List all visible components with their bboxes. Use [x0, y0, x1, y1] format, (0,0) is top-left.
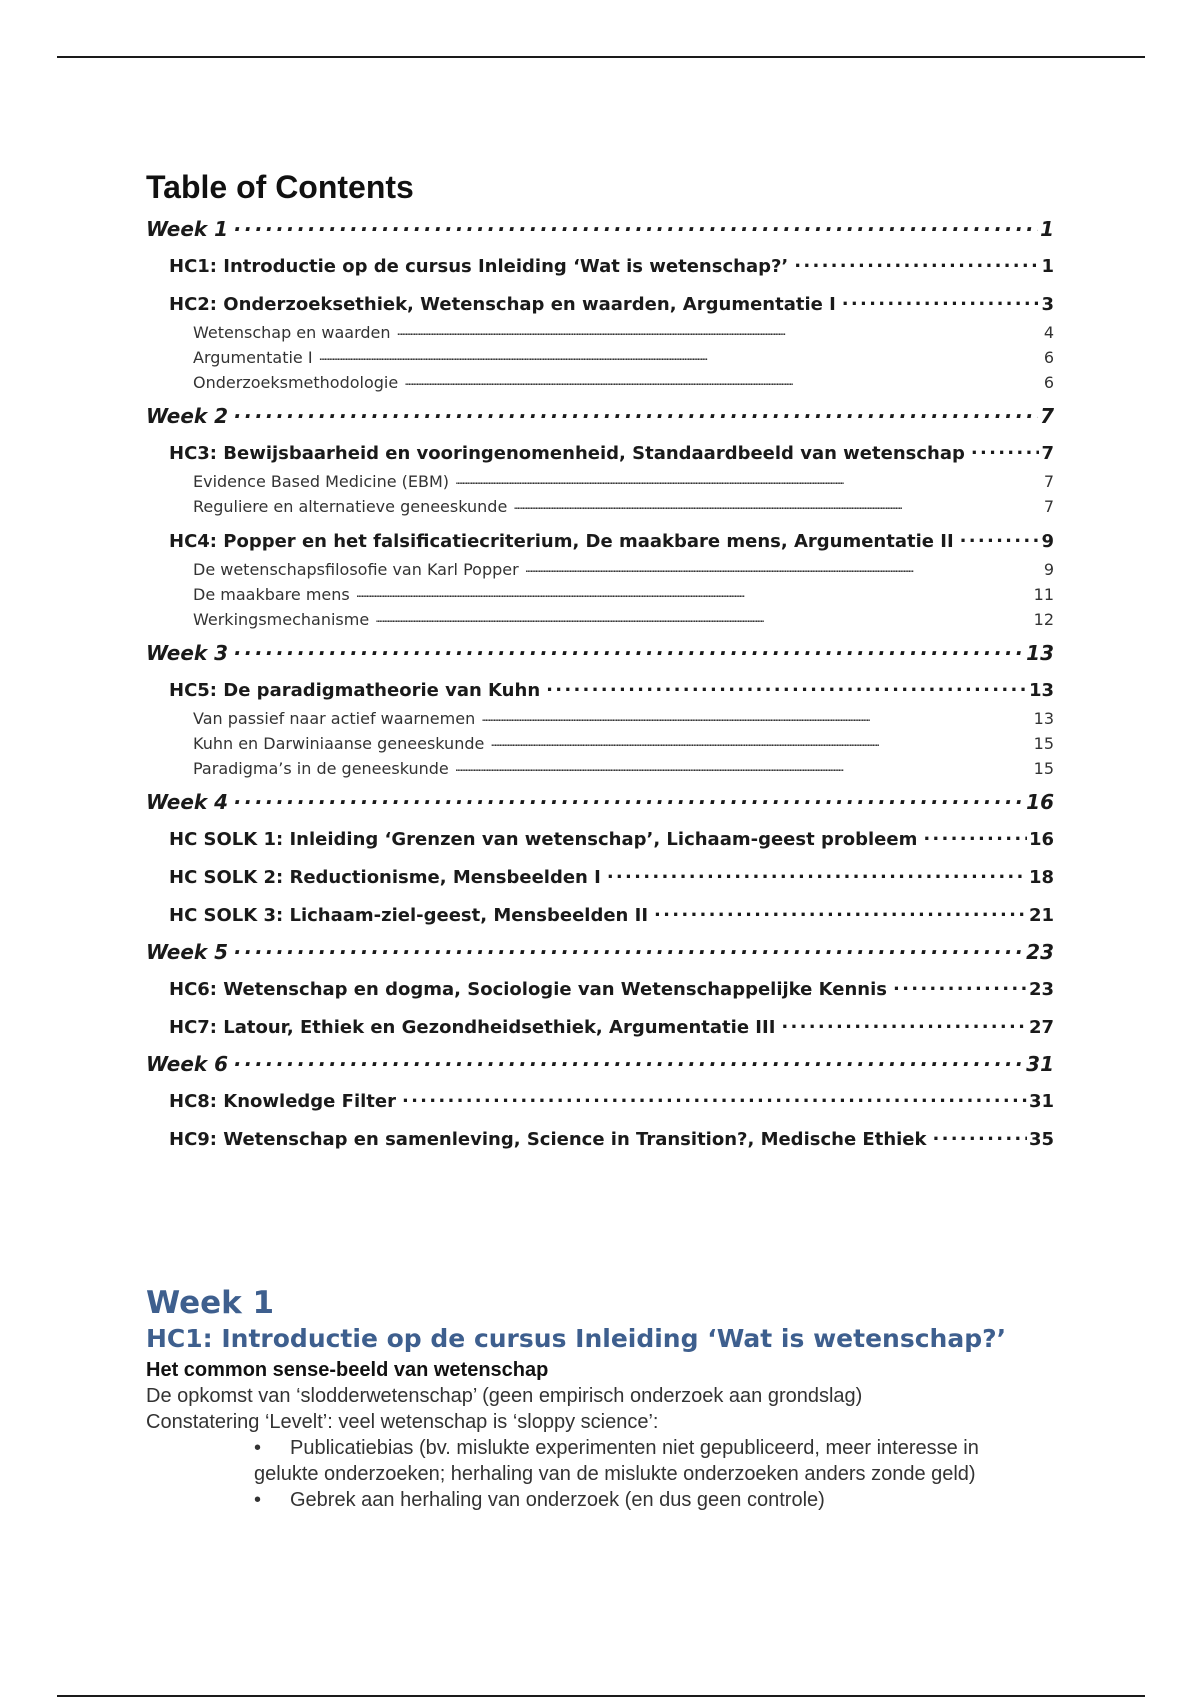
- document-body: [146, 1283, 1046, 1513]
- toc-entry[interactable]: [146, 1015, 1054, 1045]
- body-paragraph: Constatering ‘Levelt’: veel wetenschap is ‘sloppy science’:: [146, 1411, 659, 1433]
- toc-entry[interactable]: [146, 322, 1054, 347]
- toc-dot-leader: [375, 609, 1031, 625]
- body-paragraph: De opkomst van ‘slodderwetenschap’ (geen empirisch onderzoek aan grondslag): [146, 1385, 863, 1407]
- toc-entry-title: HC8: Knowledge Filter: [169, 1091, 396, 1112]
- toc-entry-page: 31: [1028, 1091, 1054, 1112]
- toc-dot-leader: [525, 559, 1042, 575]
- toc-entry-title: HC2: Onderzoeksethiek, Wetenschap en waarden, Argumentatie I: [169, 294, 836, 315]
- toc-entry[interactable]: [146, 1051, 1054, 1081]
- toc-entry-title: Onderzoeksmethodologie: [193, 373, 399, 392]
- toc-dot-leader: [397, 322, 1042, 338]
- toc-dot-leader: [356, 584, 1032, 600]
- toc-dot-leader: [546, 678, 1027, 696]
- toc-entry-page: 31: [1026, 1052, 1054, 1076]
- toc-entry-title: Week 2: [146, 404, 229, 428]
- toc-dot-leader: [455, 471, 1042, 487]
- toc-dot-leader: [842, 292, 1040, 310]
- toc-dot-leader: [404, 372, 1042, 388]
- toc-entry-title: Week 1: [146, 217, 229, 241]
- toc-entry[interactable]: [146, 216, 1054, 246]
- toc-entry-page: 7: [1043, 472, 1054, 491]
- table-of-contents: [146, 168, 1054, 1157]
- toc-entry-title: Week 3: [146, 641, 229, 665]
- toc-entry-page: 6: [1043, 348, 1054, 367]
- toc-entry-title: Week 4: [146, 790, 229, 814]
- toc-entry[interactable]: [146, 372, 1054, 397]
- toc-entry-title: HC5: De paradigmatheorie van Kuhn: [169, 680, 541, 701]
- toc-entry[interactable]: [146, 347, 1054, 372]
- toc-entry-title: Paradigma’s in de geneeskunde: [193, 759, 449, 778]
- toc-dot-leader: [481, 708, 1031, 724]
- toc-entry-page: 3: [1041, 294, 1054, 315]
- subsection-heading: Het common sense-beeld van wetenschap: [146, 1359, 549, 1381]
- toc-entry-page: 15: [1033, 734, 1054, 753]
- toc-dot-leader: [455, 758, 1032, 774]
- toc-entry-page: 1: [1041, 256, 1054, 277]
- toc-entry[interactable]: [146, 827, 1054, 857]
- toc-dot-leader: [319, 347, 1042, 363]
- toc-entry-page: 15: [1033, 759, 1054, 778]
- toc-dot-leader: [893, 977, 1027, 995]
- toc-entry[interactable]: [146, 292, 1054, 322]
- toc-entry-page: 21: [1028, 905, 1054, 926]
- toc-entry[interactable]: [146, 496, 1054, 521]
- toc-entry-page: 18: [1028, 867, 1054, 888]
- toc-entry[interactable]: [146, 1089, 1054, 1119]
- toc-entry[interactable]: [146, 1127, 1054, 1157]
- toc-dot-leader: [781, 1015, 1027, 1033]
- toc-entry-title: Wetenschap en waarden: [193, 323, 391, 342]
- toc-entry-page: 9: [1041, 531, 1054, 552]
- toc-entry-page: 27: [1028, 1017, 1054, 1038]
- toc-entry-page: 7: [1041, 443, 1054, 464]
- section-heading-week: Week 1: [146, 1285, 275, 1321]
- toc-entry-title: HC SOLK 3: Lichaam-ziel-geest, Mensbeelden II: [169, 905, 649, 926]
- toc-entry[interactable]: [146, 471, 1054, 496]
- toc-entry[interactable]: [146, 977, 1054, 1007]
- toc-entry-page: 13: [1028, 680, 1054, 701]
- toc-dot-leader: [234, 939, 1024, 959]
- toc-entry-title: Kuhn en Darwiniaanse geneeskunde: [193, 734, 485, 753]
- toc-dot-leader: [607, 865, 1027, 883]
- toc-entry[interactable]: [146, 609, 1054, 634]
- toc-entry[interactable]: [146, 441, 1054, 471]
- toc-dot-leader: [513, 496, 1042, 512]
- footer-rule: [57, 1695, 1145, 1697]
- toc-entry-title: HC1: Introductie op de cursus Inleiding ‘Wat is wetenschap?’: [169, 256, 789, 277]
- bullet-icon: •: [254, 1437, 262, 1459]
- toc-entry-title: Week 6: [146, 1052, 229, 1076]
- toc-entry-page: 7: [1040, 404, 1054, 428]
- toc-list: [146, 216, 1054, 1157]
- toc-entry[interactable]: [146, 584, 1054, 609]
- toc-entry[interactable]: [146, 903, 1054, 933]
- toc-entry-title: HC7: Latour, Ethiek en Gezondheidsethiek, Argumentatie III: [169, 1017, 776, 1038]
- toc-entry-page: 6: [1043, 373, 1054, 392]
- toc-entry-title: Werkingsmechanisme: [193, 610, 370, 629]
- toc-entry-page: 11: [1033, 585, 1054, 604]
- toc-entry[interactable]: [146, 733, 1054, 758]
- toc-entry[interactable]: [146, 529, 1054, 559]
- section-heading-lecture: HC1: Introductie op de cursus Inleiding ‘Wat is wetenschap?’: [146, 1324, 1007, 1353]
- list-item-text: Publicatiebias (bv. mislukte experimenten niet gepubliceerd, meer interesse in gelukte onderzoeken; herhaling van de mislukte onderzoeken anders zonde geld): [254, 1437, 979, 1485]
- toc-entry[interactable]: [146, 865, 1054, 895]
- toc-dot-leader: [234, 1051, 1024, 1071]
- toc-entry[interactable]: [146, 403, 1054, 433]
- toc-dot-leader: [923, 827, 1027, 845]
- toc-entry-page: 9: [1043, 560, 1054, 579]
- bullet-list: [146, 1435, 1044, 1513]
- toc-entry-title: Week 5: [146, 940, 229, 964]
- toc-dot-leader: [971, 441, 1040, 459]
- toc-entry-title: De maakbare mens: [193, 585, 350, 604]
- toc-entry-page: 16: [1028, 829, 1054, 850]
- toc-dot-leader: [654, 903, 1027, 921]
- toc-entry-title: Argumentatie I: [193, 348, 313, 367]
- toc-entry-page: 35: [1028, 1129, 1054, 1150]
- toc-entry-title: HC9: Wetenschap en samenleving, Science in Transition?, Medische Ethiek: [169, 1129, 927, 1150]
- toc-entry-page: 23: [1026, 940, 1054, 964]
- toc-entry-title: Evidence Based Medicine (EBM): [193, 472, 450, 491]
- toc-dot-leader: [234, 216, 1038, 236]
- header-rule: [57, 56, 1145, 58]
- toc-entry-page: 23: [1028, 979, 1054, 1000]
- toc-dot-leader: [932, 1127, 1026, 1145]
- toc-entry-title: Reguliere en alternatieve geneeskunde: [193, 497, 508, 516]
- toc-dot-leader: [402, 1089, 1027, 1107]
- bullet-icon: •: [254, 1489, 262, 1511]
- toc-dot-leader: [234, 640, 1024, 660]
- toc-entry-title: De wetenschapsfilosofie van Karl Popper: [193, 560, 519, 579]
- list-item-text: Gebrek aan herhaling van onderzoek (en dus geen controle): [290, 1489, 825, 1511]
- toc-entry-page: 16: [1026, 790, 1054, 814]
- toc-entry-page: 12: [1033, 610, 1054, 629]
- toc-entry[interactable]: [146, 559, 1054, 584]
- toc-entry-page: 4: [1043, 323, 1054, 342]
- toc-title: Table of Contents: [146, 169, 414, 205]
- toc-entry[interactable]: [146, 708, 1054, 733]
- toc-entry-page: 13: [1026, 641, 1054, 665]
- toc-dot-leader: [234, 789, 1024, 809]
- toc-entry-page: 1: [1040, 217, 1054, 241]
- toc-dot-leader: [234, 403, 1038, 423]
- toc-entry[interactable]: [146, 254, 1054, 284]
- toc-dot-leader: [490, 733, 1031, 749]
- toc-entry-title: Van passief naar actief waarnemen: [193, 709, 476, 728]
- toc-entry-title: HC4: Popper en het falsificatiecriterium, De maakbare mens, Argumentatie II: [169, 531, 954, 552]
- list-item: [254, 1435, 1044, 1487]
- toc-entry[interactable]: [146, 789, 1054, 819]
- toc-entry[interactable]: [146, 939, 1054, 969]
- toc-entry-title: HC SOLK 2: Reductionisme, Mensbeelden I: [169, 867, 601, 888]
- toc-entry[interactable]: [146, 758, 1054, 783]
- list-item: [254, 1487, 1044, 1513]
- toc-dot-leader: [794, 254, 1039, 272]
- toc-dot-leader: [960, 529, 1040, 547]
- toc-entry-title: HC6: Wetenschap en dogma, Sociologie van Wetenschappelijke Kennis: [169, 979, 887, 1000]
- toc-entry-page: 7: [1043, 497, 1054, 516]
- toc-entry-title: HC SOLK 1: Inleiding ‘Grenzen van wetenschap’, Lichaam-geest probleem: [169, 829, 918, 850]
- toc-entry[interactable]: [146, 640, 1054, 670]
- toc-entry[interactable]: [146, 678, 1054, 708]
- toc-entry-title: HC3: Bewijsbaarheid en vooringenomenheid, Standaardbeeld van wetenschap: [169, 443, 965, 464]
- toc-entry-page: 13: [1033, 709, 1054, 728]
